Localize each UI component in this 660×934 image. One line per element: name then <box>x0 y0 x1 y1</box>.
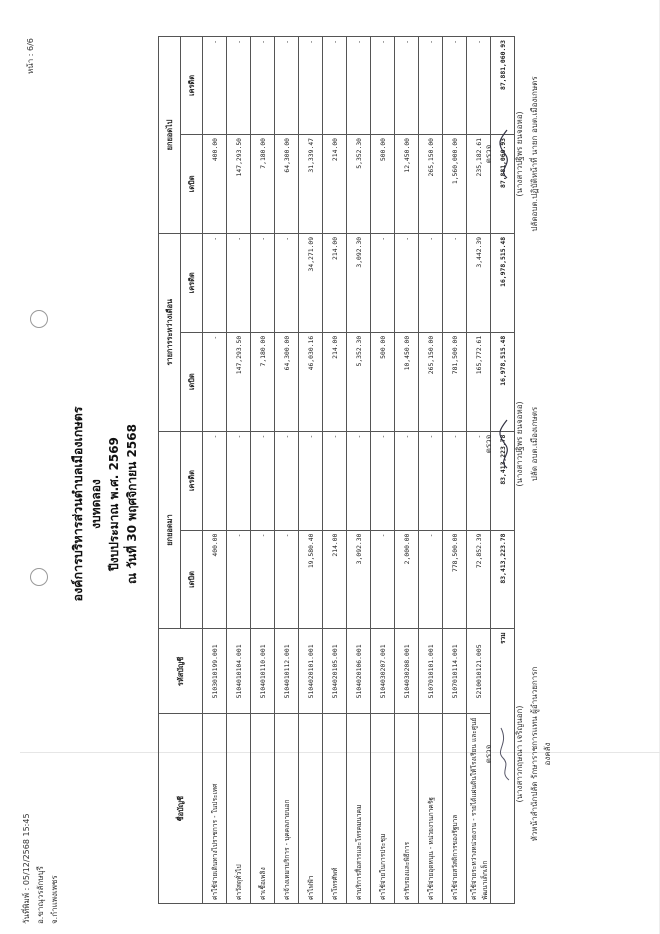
report-title: งบทดลอง <box>89 479 103 529</box>
cell-bf-debit: - <box>227 530 251 629</box>
table-row <box>443 37 467 904</box>
total-cf-debit: 87,881,060.93 <box>491 134 515 233</box>
cell-name: ค่าใช้จ่ายระหว่างหน่วยงาน - รายได้แผ่นดินให้โรงเรียน และศูนย์พัฒนาเด็กเล็ก <box>467 714 491 904</box>
cell-bf-debit: - <box>419 530 443 629</box>
header-during-month: รายการระหว่างเดือน <box>159 233 181 431</box>
cell-cf-debit: 1,560,000.00 <box>443 134 467 233</box>
cell-name: ค่าใช้จ่ายสวัสดิการของรัฐบาล <box>443 714 467 904</box>
cell-m-credit: - <box>419 233 443 332</box>
district: อ.ขาณุวรลักษบุรี <box>36 866 45 924</box>
cell-cf-debit: 265,150.00 <box>419 134 443 233</box>
table-row <box>419 37 443 904</box>
signature-3-check: ตรวจ <box>484 144 493 164</box>
cell-code: 5104010110.001 <box>251 629 275 714</box>
cell-name: ค่าใช้จ่ายในการประชุม <box>371 714 395 904</box>
cell-cf-credit: - <box>419 37 443 135</box>
cell-code: 5104020106.001 <box>347 629 371 714</box>
cell-cf-debit: 147,293.50 <box>227 134 251 233</box>
total-m-debit: 16,978,515.48 <box>491 332 515 431</box>
table-row <box>299 37 323 904</box>
cell-name: ค่าใช้จ่ายเดินทางไปราชการ - ในประเทศ <box>203 714 227 904</box>
cell-code: 5104010104.001 <box>227 629 251 714</box>
cell-m-debit: 46,030.16 <box>299 332 323 431</box>
cell-m-debit: 64,300.00 <box>275 332 299 431</box>
signature-2-position: ปลัด อบต.เมืองเกษตร <box>530 406 539 482</box>
cell-cf-debit: 400.00 <box>203 134 227 233</box>
cell-m-credit: 3,442.39 <box>467 233 491 332</box>
cell-cf-credit: - <box>395 37 419 135</box>
cell-bf-debit: - <box>275 530 299 629</box>
cell-cf-debit: 64,300.00 <box>275 134 299 233</box>
total-label: รวม <box>491 629 515 904</box>
cell-code: 5104020105.001 <box>323 629 347 714</box>
header-m-debit: เดบิต <box>181 332 203 431</box>
signature-2-check: ตรวจ <box>484 434 493 454</box>
cell-cf-credit: - <box>299 37 323 135</box>
cell-cf-credit: - <box>275 37 299 135</box>
signature-3-name: (นางสาวปฐิพร ยนจอหอ) <box>515 111 524 197</box>
signature-1-check: ตรวจ <box>484 744 493 764</box>
cell-bf-debit: 3,092.30 <box>347 530 371 629</box>
cell-cf-debit: 31,339.47 <box>299 134 323 233</box>
cell-m-credit: 34,271.09 <box>299 233 323 332</box>
cell-m-credit: 214.00 <box>323 233 347 332</box>
signature-block-1 <box>482 664 554 844</box>
cell-m-credit: - <box>275 233 299 332</box>
table-row <box>347 37 371 904</box>
cell-m-debit: 7,180.00 <box>251 332 275 431</box>
cell-bf-debit: 2,000.00 <box>395 530 419 629</box>
signature-1-position: หัวหน้าสำนักปลัด รักษาราชการแทน ผู้อำนวยการกองคลัง <box>530 666 552 842</box>
table-row <box>323 37 347 904</box>
cell-bf-debit: 400.00 <box>203 530 227 629</box>
signature-2-scribble <box>497 414 513 474</box>
org-title: องค์การบริหารส่วนตำบลเมืองเกษตร <box>70 406 85 602</box>
signature-3-scribble <box>497 124 513 184</box>
header-bf-credit: เครดิต <box>181 431 203 530</box>
cell-bf-credit: - <box>227 431 251 530</box>
cell-name: ค่าใช้จ่ายอุดหนุน - หน่วยงานภาครัฐ <box>419 714 443 904</box>
header-carried-forward: ยกยอดไป <box>159 37 181 234</box>
print-date: วันที่พิมพ์ : 05/12/2568 15:45 <box>22 813 31 924</box>
signature-2-name: (นางสาวปฐิพร ยนจอหอ) <box>515 401 524 487</box>
cell-m-debit: 500.00 <box>371 332 395 431</box>
total-m-credit: 16,978,515.48 <box>491 233 515 332</box>
header-account-name: ชื่อบัญชี <box>159 714 203 904</box>
cell-cf-debit: 235,182.61 <box>467 134 491 233</box>
cell-name: ค่าไฟฟ้า <box>299 714 323 904</box>
cell-code: 5107010101.001 <box>419 629 443 714</box>
cell-cf-debit: 5,352.30 <box>347 134 371 233</box>
cell-name: ค่ารับรองและพิธีการ <box>395 714 419 904</box>
cell-bf-credit: - <box>395 431 419 530</box>
cell-cf-debit: 500.00 <box>371 134 395 233</box>
cell-m-debit: 5,352.30 <box>347 332 371 431</box>
ledger-body <box>203 37 491 904</box>
province: จ.กำแพงเพชร <box>50 875 59 924</box>
cell-name: ค่าบริการสื่อสารและโทรคมนาคม <box>347 714 371 904</box>
cell-code: 5104030207.001 <box>371 629 395 714</box>
total-bf-credit: 83,413,223.78 <box>491 431 515 530</box>
cell-bf-credit: - <box>251 431 275 530</box>
header-cf-debit: เดบิต <box>181 134 203 233</box>
header-bf-debit: เดบิต <box>181 530 203 629</box>
cell-code: 5104030208.001 <box>395 629 419 714</box>
cell-m-debit: 147,293.50 <box>227 332 251 431</box>
cell-cf-credit: - <box>323 37 347 135</box>
header-brought-forward: ยกยอดมา <box>159 431 181 629</box>
cell-cf-debit: 214.00 <box>323 134 347 233</box>
cell-m-debit: 265,150.00 <box>419 332 443 431</box>
cell-bf-debit: 72,852.39 <box>467 530 491 629</box>
cell-bf-credit: - <box>203 431 227 530</box>
total-cf-credit: 87,881,060.93 <box>491 37 515 135</box>
cell-cf-credit: - <box>467 37 491 135</box>
cell-code: 5107010114.001 <box>443 629 467 714</box>
cell-cf-debit: 12,450.00 <box>395 134 419 233</box>
cell-cf-debit: 7,180.00 <box>251 134 275 233</box>
cell-bf-debit: - <box>251 530 275 629</box>
cell-code: 5210010121.005 <box>467 629 491 714</box>
total-bf-debit: 83,413,223.78 <box>491 530 515 629</box>
table-row <box>227 37 251 904</box>
fiscal-year: ปีงบประมาณ พ.ศ. 2569 <box>107 437 121 571</box>
cell-m-debit: 10,450.00 <box>395 332 419 431</box>
cell-cf-credit: - <box>347 37 371 135</box>
table-row <box>371 37 395 904</box>
table-row <box>203 37 227 904</box>
cell-name: ค่าเชื้อเพลิง <box>251 714 275 904</box>
cell-m-credit: - <box>395 233 419 332</box>
signature-1-scribble <box>497 724 513 784</box>
cell-m-credit: - <box>251 233 275 332</box>
cell-cf-credit: - <box>371 37 395 135</box>
table-row <box>395 37 419 904</box>
header-account-code: รหัสบัญชี <box>159 629 203 714</box>
cell-cf-credit: - <box>203 37 227 135</box>
cell-cf-credit: - <box>251 37 275 135</box>
cell-bf-credit: - <box>467 431 491 530</box>
cell-m-debit: - <box>203 332 227 431</box>
cell-m-credit: - <box>203 233 227 332</box>
signature-3-position: ปลัดอบต.ปฏิบัติหน้าที่ นายก อบต.เมืองเกษตร <box>530 76 539 232</box>
cell-name: ค่าโทรศัพท์ <box>323 714 347 904</box>
trial-balance-table <box>158 36 515 904</box>
cell-m-debit: 165,772.61 <box>467 332 491 431</box>
cell-bf-credit: - <box>299 431 323 530</box>
cell-m-debit: 214.00 <box>323 332 347 431</box>
cell-name: ค่าจ้างเหมาบริการ - บุคคลภายนอก <box>275 714 299 904</box>
signature-block-2 <box>482 354 541 534</box>
cell-code: 5104010112.001 <box>275 629 299 714</box>
table-row <box>275 37 299 904</box>
cell-name: ค่าวัสดุทั่วไป <box>227 714 251 904</box>
cell-bf-credit: - <box>371 431 395 530</box>
signature-block-3 <box>482 64 541 244</box>
cell-bf-credit: - <box>443 431 467 530</box>
signature-1-name: (นางสาวกฤษณา เจริญนอก) <box>515 705 524 803</box>
header-m-credit: เครดิต <box>181 233 203 332</box>
cell-bf-debit: 19,580.40 <box>299 530 323 629</box>
cell-m-debit: 781,500.00 <box>443 332 467 431</box>
cell-bf-debit: - <box>371 530 395 629</box>
cell-bf-credit: - <box>323 431 347 530</box>
cell-m-credit: - <box>371 233 395 332</box>
cell-bf-credit: - <box>275 431 299 530</box>
cell-bf-credit: - <box>347 431 371 530</box>
cell-m-credit: 3,092.30 <box>347 233 371 332</box>
cell-code: 5104020101.001 <box>299 629 323 714</box>
cell-bf-credit: - <box>419 431 443 530</box>
page-number: หน้า : 6/6 <box>26 38 35 74</box>
cell-bf-debit: 778,500.00 <box>443 530 467 629</box>
header-cf-credit: เครดิต <box>181 37 203 135</box>
table-row <box>251 37 275 904</box>
cell-code: 5103010199.001 <box>203 629 227 714</box>
cell-cf-credit: - <box>443 37 467 135</box>
as-of-date: ณ วันที่ 30 พฤศจิกายน 2568 <box>125 424 139 584</box>
cell-bf-debit: 214.00 <box>323 530 347 629</box>
cell-m-credit: - <box>443 233 467 332</box>
cell-cf-credit: - <box>227 37 251 135</box>
cell-m-credit: - <box>227 233 251 332</box>
